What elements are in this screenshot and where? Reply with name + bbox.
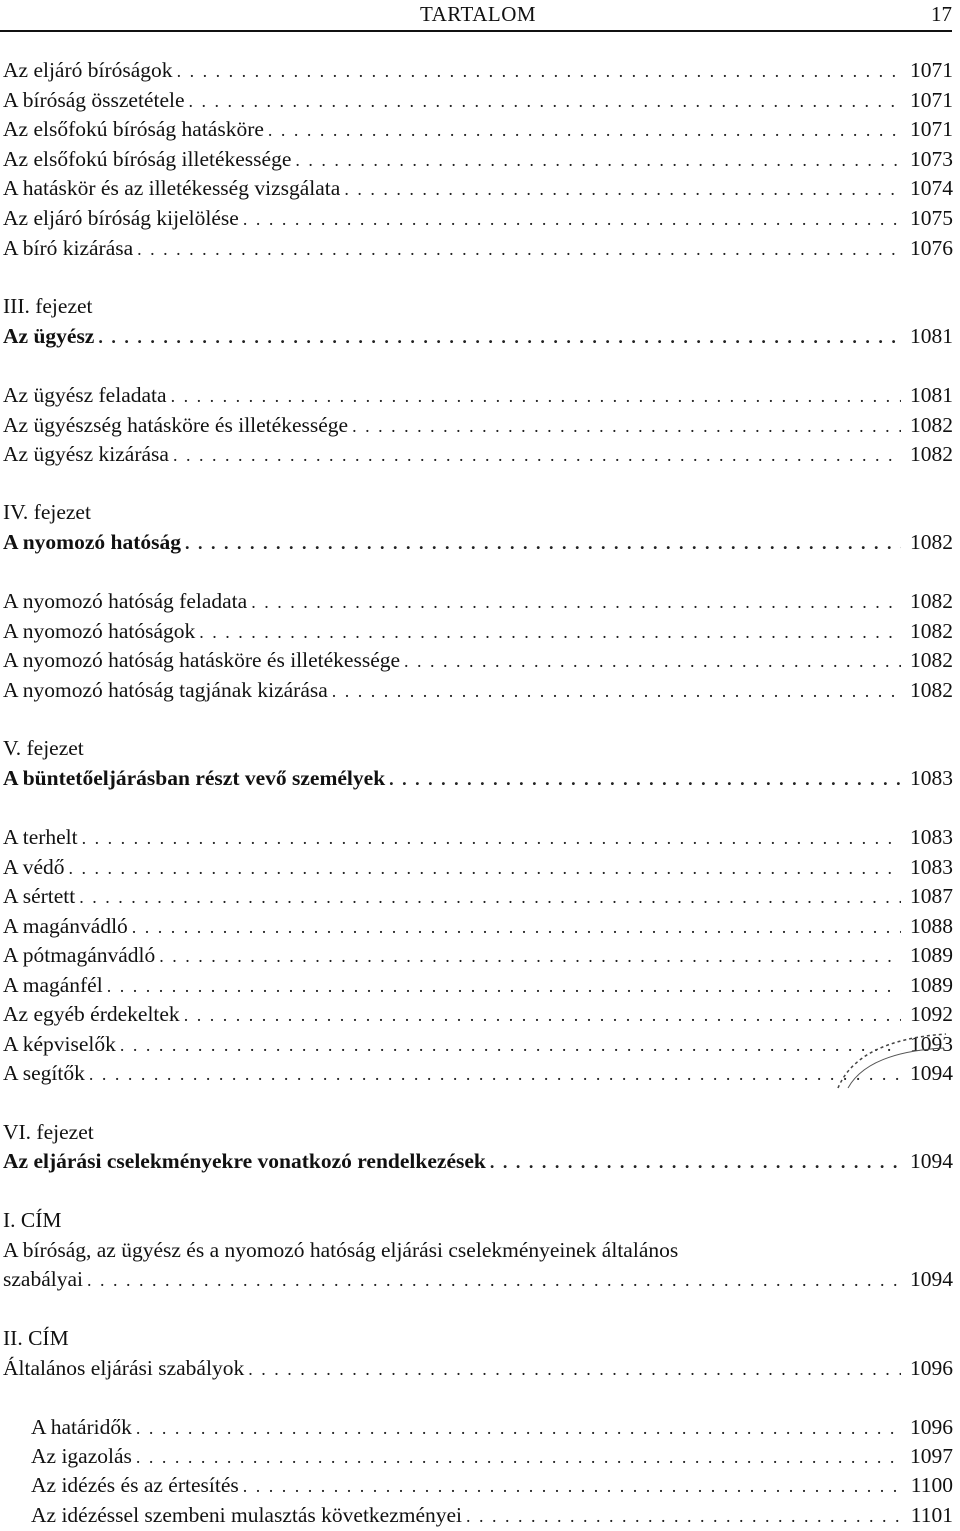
page-header (0, 0, 952, 32)
chapter-heading: Az eljárási cselekményekre vonatkozó rendelkezések . . . 1094 (3, 1146, 953, 1176)
section-title: A bíróság, az ügyész és a nyomozó hatóság eljárási cselekményeinek általános (3, 1238, 679, 1262)
toc-entry: A sértett . . . 1087 (3, 881, 953, 911)
chapter-heading: A büntetőeljárásban részt vevő személyek . . . 1083 (3, 763, 953, 793)
toc-entry: A nyomozó hatóságok . . . 1082 (3, 616, 953, 646)
toc-entry: Az elsőfokú bíróság hatásköre . . . 1071 (3, 114, 953, 144)
toc-entry: A pótmagánvádló . . . 1089 (3, 940, 953, 970)
toc-entry: Az ügyészség hatásköre és illetékessége . . . 1082 (3, 410, 953, 440)
chapter-label: V. fejezet (3, 736, 84, 760)
section-label: I. CÍM (3, 1208, 62, 1232)
toc-entry: A nyomozó hatóság tagjának kizárása . . . 1082 (3, 675, 953, 705)
chapter-label: IV. fejezet (3, 500, 91, 524)
toc-entry: szabályai . . . 1094 (3, 1264, 953, 1294)
chapter-label: VI. fejezet (3, 1120, 94, 1144)
toc-entry: A magánfél . . . 1089 (3, 970, 953, 1000)
toc-entry: A segítők . . . 1094 (3, 1058, 953, 1088)
running-title: TARTALOM (420, 2, 537, 26)
toc-entry: Az idézéssel szembeni mulasztás következményei . . . 1101 (3, 1500, 953, 1530)
toc-entry: Az idézés és az értesítés . . . 1100 (3, 1470, 953, 1500)
toc-entry: A nyomozó hatóság hatásköre és illetékessége . . . 1082 (3, 645, 953, 675)
toc-entry: A képviselők . . . 1093 (3, 1029, 953, 1059)
toc-entry: Az eljáró bíróság kijelölése . . . 1075 (3, 203, 953, 233)
toc-entry: Az ügyész kizárása . . . 1082 (3, 439, 953, 469)
chapter-label: III. fejezet (3, 294, 93, 318)
toc-entry: A hatáskör és az illetékesség vizsgálata . . . 1074 (3, 173, 953, 203)
toc-entry: Az eljáró bíróságok . . . 1071 (3, 55, 953, 85)
section-heading: Általános eljárási szabályok . . . 1096 (3, 1353, 953, 1383)
page-number: 17 (931, 2, 952, 26)
toc-entry: A bíróság összetétele . . . 1071 (3, 85, 953, 115)
toc-entry: A bíró kizárása . . . 1076 (3, 233, 953, 263)
chapter-heading: A nyomozó hatóság . . . 1082 (3, 527, 953, 557)
toc-entry: Az igazolás . . . 1097 (3, 1441, 953, 1471)
toc-entry: A védő . . . 1083 (3, 852, 953, 882)
chapter-heading: Az ügyész . . . 1081 (3, 321, 953, 351)
section-label: II. CÍM (3, 1326, 69, 1350)
toc-entry: Az ügyész feladata . . . 1081 (3, 380, 953, 410)
toc-entry: A magánvádló . . . 1088 (3, 911, 953, 941)
toc-entry: A határidők . . . 1096 (3, 1412, 953, 1442)
toc-entry: A terhelt . . . 1083 (3, 822, 953, 852)
toc-entry: Az elsőfokú bíróság illetékessége . . . 1073 (3, 144, 953, 174)
toc-entry: A nyomozó hatóság feladata . . . 1082 (3, 586, 953, 616)
toc-entry: Az egyéb érdekeltek . . . 1092 (3, 999, 953, 1029)
